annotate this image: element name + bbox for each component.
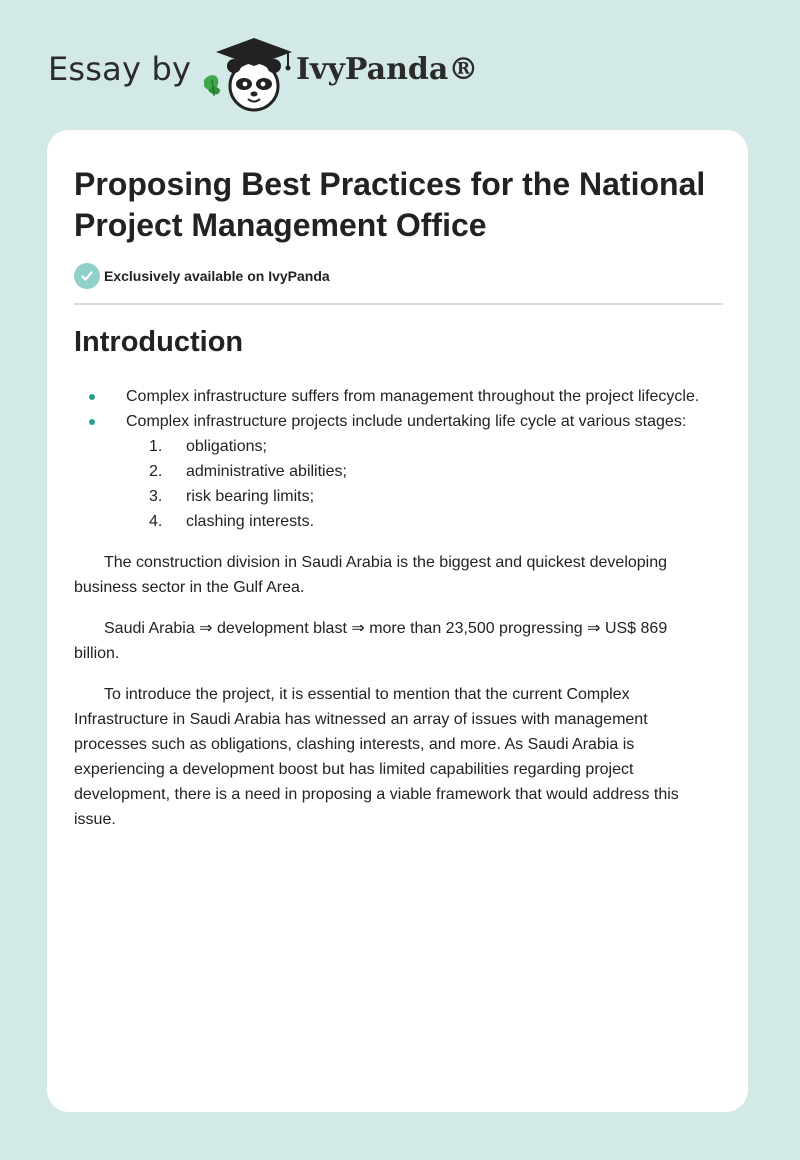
essay-title: Proposing Best Practices for the National Project Management Office [74,166,706,243]
numbered-marker: 2. [149,463,163,480]
brand-name[interactable]: IvyPanda® [296,52,479,87]
numbered-marker: 4. [149,513,163,530]
exclusive-badge [74,263,330,289]
exclusive-badge-text: Exclusively available on IvyPanda [104,268,330,284]
numbered-item [74,434,714,459]
numbered-item [74,509,714,534]
numbered-item [74,459,714,484]
bullet-dot-icon [89,394,95,400]
paragraph: The construction division in Saudi Arabia is the biggest and quickest developing business sector in the Gulf Area. [74,554,668,596]
panda-graduate-logo-icon[interactable] [200,36,300,112]
numbered-list [126,434,714,534]
bullet-list [74,384,714,534]
brand-prefix: Essay by [48,50,192,88]
numbered-item [74,484,714,509]
numbered-text: administrative abilities; [186,463,347,480]
site-header [0,0,800,130]
paragraph: To introduce the project, it is essential to mention that the current Complex Infrastructure in Saudi Arabia has witnessed an array of issues with management processes such as obligations, clashing interests, and more. As Saudi Arabia is experiencing a development boost but has limited capabilities regarding project development, there is a need in proposing a viable framework that would address this issue. [74,686,679,828]
numbered-marker: 3. [149,488,163,505]
numbered-marker: 1. [149,438,163,455]
essay-card [47,130,748,1112]
bullet-text: Complex infrastructure projects include undertaking life cycle at various stages: [126,413,687,430]
bullet-text: Complex infrastructure suffers from management throughout the project lifecycle. [126,388,700,405]
check-circle-icon [74,263,100,289]
numbered-text: clashing interests. [186,513,315,530]
numbered-text: risk bearing limits; [186,488,315,505]
divider [74,303,723,305]
bullet-item [74,409,714,534]
bullet-dot-icon [89,419,95,425]
essay-body [74,384,714,832]
section-heading-introduction: Introduction [74,326,244,358]
bullet-item [74,384,714,409]
numbered-text: obligations; [186,438,267,455]
paragraph: Saudi Arabia ⇒ development blast ⇒ more than 23,500 progressing ⇒ US$ 869 billion. [74,620,668,662]
